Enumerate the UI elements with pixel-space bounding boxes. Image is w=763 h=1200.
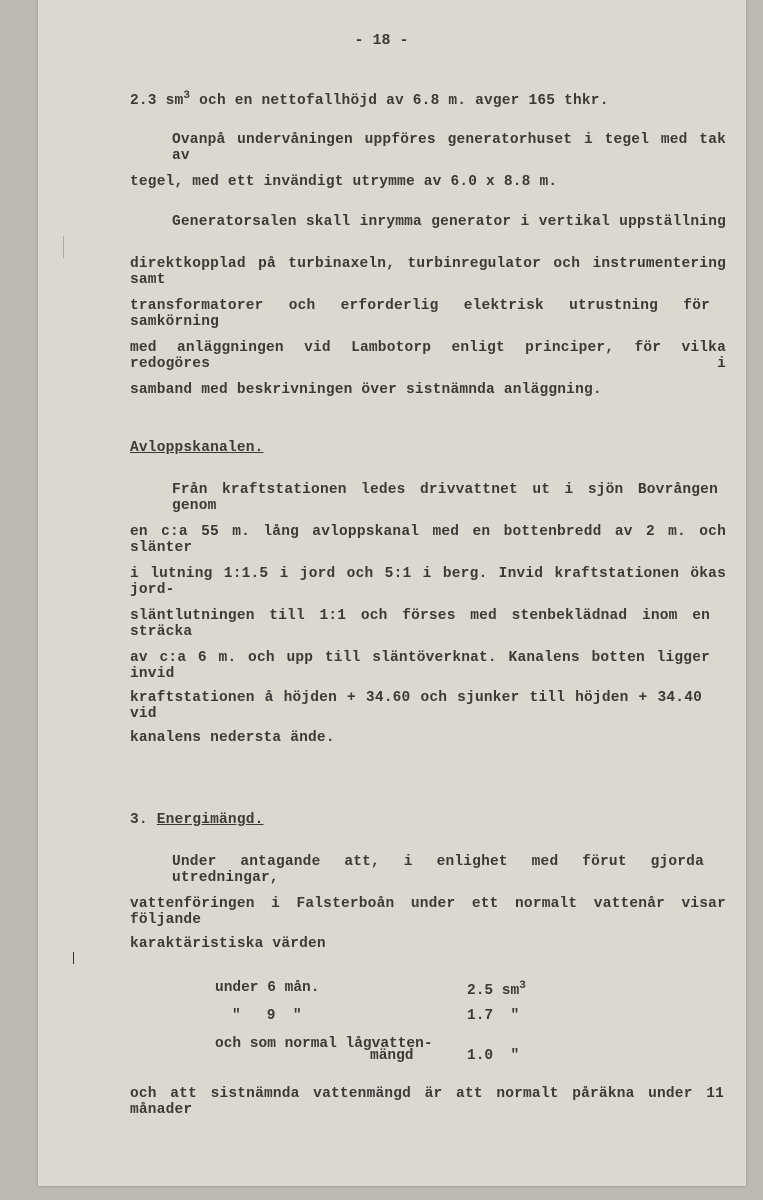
paragraph-line: Ovanpå undervåningen uppföres generatorhuset i tegel med tak av: [172, 132, 726, 164]
paragraph-line: [130, 90, 726, 109]
table-label: " 9 ": [232, 1008, 302, 1024]
table-label: mängd: [370, 1048, 414, 1064]
paragraph-line: vattenföringen i Falsterboån under ett normalt vattenår visar följande: [130, 896, 726, 928]
table-value: [467, 980, 526, 999]
section-number: 3.: [130, 812, 148, 828]
table-value: 1.7 ": [467, 1008, 520, 1024]
paragraph-line: med anläggningen vid Lambotorp enligt principer, för vilka redogöres i: [130, 340, 726, 372]
paragraph-line: samband med beskrivningen över sistnämnda anläggning.: [130, 382, 602, 398]
table-label: och som normal lågvatten-: [215, 1036, 433, 1052]
text: och en nettofallhöjd av 6.8 m. avger 165 thkr.: [190, 92, 609, 109]
paragraph-line: kraftstationen å höjden + 34.60 och sjunker till höjden + 34.40 vid: [130, 690, 702, 722]
paragraph-line: Generatorsalen skall inrymma generator i vertikal uppställning: [172, 214, 726, 230]
paragraph-line: tegel, med ett invändigt utrymme av 6.0 x 8.8 m.: [130, 174, 558, 190]
paragraph-line: karaktäristiska värden: [130, 936, 326, 952]
section-title: Energimängd.: [156, 812, 264, 828]
paragraph-line: av c:a 6 m. och upp till släntöverknat. Kanalens botten ligger invid: [130, 650, 710, 682]
paragraph-line: en c:a 55 m. lång avloppskanal med en bottenbredd av 2 m. och slänter: [130, 524, 726, 556]
paragraph-line: i lutning 1:1.5 i jord och 5:1 i berg. Invid kraftstationen ökas jord-: [130, 566, 726, 598]
margin-mark: [73, 952, 74, 964]
margin-mark: [63, 236, 64, 258]
table-label: under 6 mån.: [215, 980, 320, 996]
table-value: 1.0 ": [467, 1048, 520, 1064]
paragraph-line: Under antagande att, i enlighet med förut gjorda utredningar,: [172, 854, 704, 886]
superscript: 3: [519, 980, 526, 992]
paragraph-line: transformatorer och erforderlig elektrisk utrustning för samkörning: [130, 298, 710, 330]
text: 2.3 sm: [130, 92, 184, 109]
text: 2.5 sm: [467, 982, 520, 999]
paragraph-line: och att sistnämnda vattenmängd är att normalt påräkna under 11 månader: [130, 1086, 724, 1118]
paragraph-line: släntlutningen till 1:1 och förses med stenbeklädnad inom en sträcka: [130, 608, 710, 640]
page-number: - 18 -: [354, 32, 409, 49]
superscript: 3: [183, 90, 191, 102]
paragraph-line: direktkopplad på turbinaxeln, turbinregulator och instrumentering samt: [130, 256, 726, 288]
section-heading: [130, 812, 726, 828]
paragraph-line: kanalens nedersta ände.: [130, 730, 335, 746]
section-heading: Avloppskanalen.: [130, 440, 264, 456]
paragraph-line: Från kraftstationen ledes drivvattnet ut i sjön Bovrången genom: [172, 482, 718, 514]
